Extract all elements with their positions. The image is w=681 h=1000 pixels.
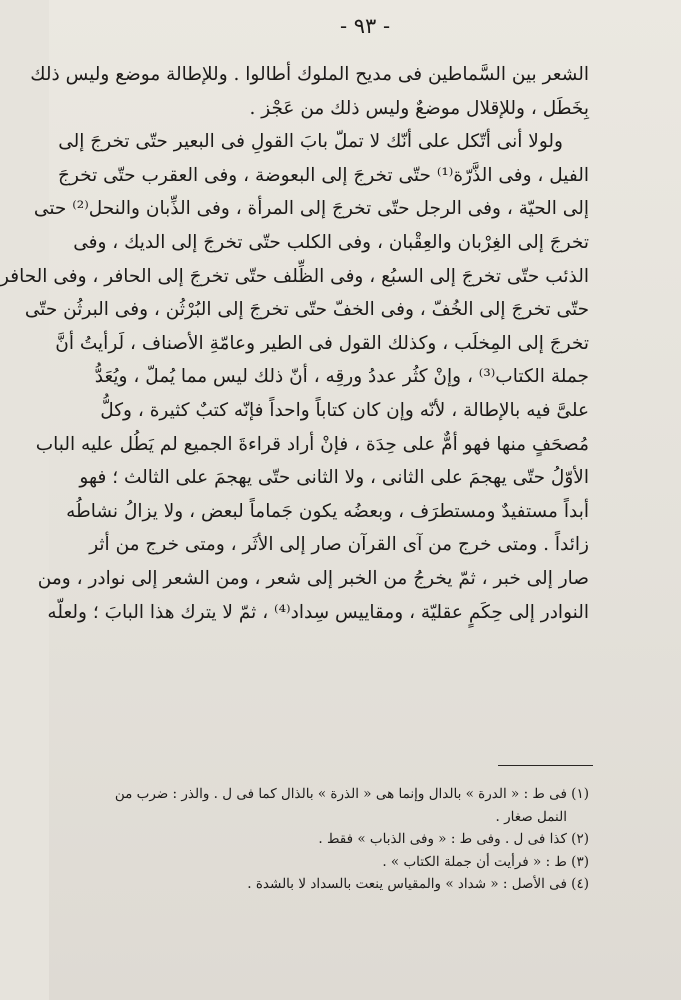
text-line: زائداً . ومتى خرج من آى القرآن صار إلى الأثَر ، ومتى خرج من أثر [89, 534, 589, 556]
footnote-3: (٣) ط : « فرأيت أن جملة الكتاب » . [382, 853, 589, 870]
text-line: مُصحَفٍ منها فهو أمٌّ على حِدَة ، فإنْ أراد قراءةَ الجميع لم يَطُل عليه الباب [35, 433, 589, 455]
text-line: الشعر بين السَّماطين فى مديح الملوك أطالوا . وللإطالة موضع وليس ذلك [30, 64, 589, 85]
text-line: جملة الكتاب⁽³⁾ ، وإنْ كثُر عددُ ورقِه ، أنّ ذلك ليس مما يُملّ ، ويُعَدُّ [94, 366, 589, 388]
text-line: بِخَطَل ، وللإقلال موضعٌ وليس ذلك من عَجْز . [249, 97, 589, 119]
text-line: أبداً مستفيدٌ ومستطرَف ، وبعضُه يكون جَماماً لبعض ، ولا يزالُ نشاطُه [66, 500, 589, 522]
text-line: الأوّلُ حتّى يهجمَ على الثانى ، ولا الثانى حتّى يهجمَ على الثالث ؛ فهو [79, 467, 589, 489]
footnote-divider [498, 765, 593, 766]
text-line: صار إلى خبر ، ثمّ يخرجُ من الخبر إلى شعر ، ومن الشعر إلى نوادر ، ومن [37, 567, 589, 589]
page-number: - ٩٣ - [339, 14, 391, 38]
text-line: إلى الحيّة ، وفى الرجل حتّى تخرجَ إلى المرأة ، وفى الذِّبان والنحل⁽²⁾ حتى [33, 198, 589, 220]
text-line: علىَّ فيه بالإطالة ، لأنّه وإن كان كتاباً واحداً فإنّه كتبٌ كثيرة ، وكلُّ [100, 399, 589, 421]
text-line: الفيل ، وفى الذَّرّة⁽¹⁾ حتّى تخرجَ إلى البعوضة ، وفى العقرب حتّى تخرجَ [58, 164, 589, 186]
text-line: ولولا أنى أتّكل على أنّك لا تملّ بابَ القولِ فى البعير حتّى تخرجَ إلى [58, 131, 563, 153]
text-line: النوادر إلى حِكَمٍ عقليّة ، ومقاييس سِداد⁽⁴⁾ ، ثمّ لا يترك هذا البابَ ؛ ولعلّه [47, 601, 589, 623]
text-line: تخرجَ إلى المِخلَب ، وكذلك القول فى الطير وعامّةِ الأصناف ، لَرأيتُ أنَّ [55, 332, 589, 354]
footnote-1-continuation: النمل صغار . [495, 808, 567, 825]
footnote-4: (٤) فى الأصل : « شداد » والمقياس ينعت بالسداد لا بالشدة . [247, 876, 589, 892]
text-line: الذئب حتّى تخرجَ إلى السبُع ، وفى الظِّلف حتّى تخرجَ إلى الحافر ، وفى الحافر [0, 265, 589, 287]
footnote-2: (٢) كذا فى ل . وفى ط : « وفى الذباب » فقط . [318, 831, 589, 847]
footnote-1: (١) فى ط : « الدرة » بالدال وإنما هى « الذرة » بالذال كما فى ل . والذر : ضرب من [114, 786, 589, 802]
footnotes [114, 783, 589, 896]
text-line: تخرجَ إلى الغِرْبان والعِقْبان ، وفى الكلب حتّى تخرجَ إلى الديك ، وفى [73, 231, 589, 253]
body-text [0, 58, 589, 629]
text-line: حتّى تخرجَ إلى الخُفّ ، وفى الخفّ حتّى تخرجَ إلى البُرْثُن ، وفى البرثُن حتّى [24, 299, 589, 321]
